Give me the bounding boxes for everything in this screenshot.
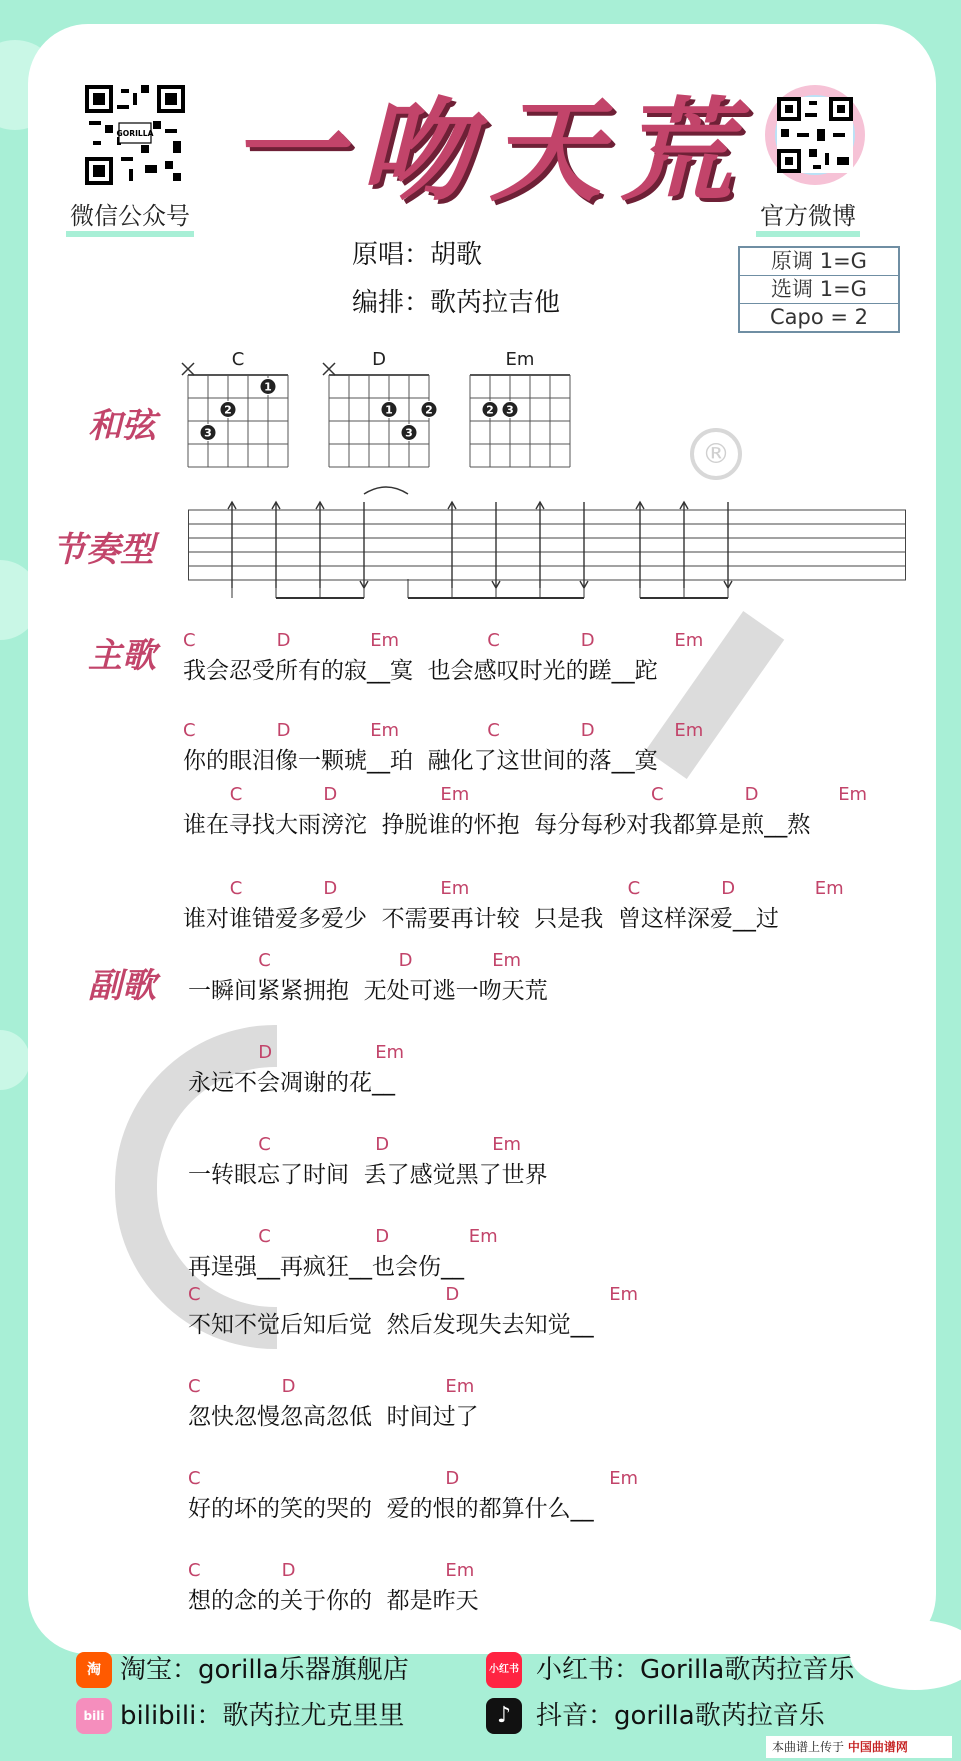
chord-label: D [276, 720, 291, 741]
chord-label: D [281, 1560, 296, 1581]
chord-label: Em [492, 1134, 522, 1155]
chord-label: D [580, 630, 595, 651]
chord-label: C [188, 1468, 201, 1489]
footer-taobao[interactable]: 淘宝：gorilla乐器旗舰店 [120, 1655, 409, 1685]
finger-number: 2 [224, 403, 232, 417]
chord-diagram-em [470, 349, 570, 467]
bg-bubble [0, 1030, 30, 1090]
chord-label: D [281, 1376, 296, 1397]
lyric-text: 谁对谁错爱多爱少 不需要再计较 只是我 曾这样深爱__过 [183, 906, 779, 932]
qr-center-logo: GORILLA [116, 129, 154, 139]
strum-up-arrow [316, 502, 324, 588]
chord-label: D [398, 950, 413, 971]
chosen-key: 选调 1=G [740, 276, 898, 304]
lyric-text: 再逞强__再疯狂__也会伤__ [188, 1254, 464, 1280]
strum-up-arrow [636, 502, 644, 588]
qr-code-wechat[interactable] [85, 85, 185, 185]
lyric-text: 一转眼忘了时间 丢了感觉黑了世界 [188, 1162, 548, 1188]
chord-label: C [188, 1376, 201, 1397]
chord-label: C [183, 720, 196, 741]
footer-douyin[interactable]: 抖音：gorilla歌芮拉音乐 [536, 1701, 825, 1731]
muted-string-mark [182, 363, 194, 375]
chord-label: D [323, 878, 338, 899]
strum-up-arrow [680, 502, 688, 588]
chord-label: Em [375, 1042, 405, 1063]
lyric-text: 你的眼泪像一颗琥__珀 融化了这世间的落__寞 [183, 748, 658, 774]
taobao-icon[interactable]: 淘 [76, 1652, 112, 1688]
footer-bilibili[interactable]: bilibili：歌芮拉尤克里里 [120, 1701, 405, 1731]
qr-left-label: 微信公众号 [66, 196, 194, 237]
chord-label: D [375, 1226, 390, 1247]
chord-label: D [744, 784, 759, 805]
chord-label: Em [370, 630, 400, 651]
chord-label: Em [674, 630, 704, 651]
lyric-text: 谁在寻找大雨滂沱 挣脱谁的怀抱 每分每秒对我都算是煎__熬 [183, 812, 811, 838]
chord-label: Em [814, 878, 844, 899]
chord-label: Em [838, 784, 868, 805]
finger-number: 2 [425, 403, 433, 417]
chord-diagrams [180, 345, 590, 475]
muted-string-mark [323, 363, 335, 375]
chord-label: Em [468, 1226, 498, 1247]
chord-label: D [323, 784, 338, 805]
chord-label: D [721, 878, 736, 899]
chord-label: Em [445, 1376, 475, 1397]
chord-label: C [627, 878, 641, 899]
chord-label: C [183, 630, 196, 651]
xiaohongshu-icon[interactable]: 小红书 [486, 1652, 522, 1688]
lyric-text: 想的念的关于你的 都是昨天 [188, 1588, 479, 1614]
arranger: 编排：歌芮拉吉他 [352, 288, 561, 318]
chord-name: Em [505, 349, 535, 370]
chord-label: Em [440, 878, 470, 899]
strum-up-arrow [448, 502, 456, 588]
chord-label: D [445, 1468, 460, 1489]
strum-down-arrow [492, 502, 500, 588]
upload-note[interactable] [766, 1736, 952, 1758]
finger-number: 3 [506, 403, 514, 417]
chord-label: D [276, 630, 291, 651]
singer: 原唱：胡歌 [352, 240, 483, 270]
chord-label: C [258, 1226, 271, 1247]
finger-number: 2 [486, 403, 494, 417]
lyric-text: 忽快忽慢忽高忽低 时间过了 [188, 1404, 479, 1430]
lyric-text: 永远不会凋谢的花__ [188, 1070, 395, 1096]
chord-label: D [580, 720, 595, 741]
strum-down-arrow [580, 502, 588, 588]
section-rhythm: 节奏型 [52, 530, 154, 570]
douyin-icon[interactable]: ♪ [486, 1698, 522, 1734]
chord-label: Em [609, 1468, 639, 1489]
lyric-text: 一瞬间紧紧拥抱 无处可逃一吻天荒 [188, 978, 548, 1004]
chord-label: C [258, 1134, 271, 1155]
upload-site[interactable]: 中国曲谱网 [847, 1740, 908, 1754]
chord-label: D [258, 1042, 273, 1063]
chord-label: Em [370, 720, 400, 741]
chord-label: C [188, 1560, 201, 1581]
chord-label: Em [445, 1560, 475, 1581]
chord-label: C [229, 784, 243, 805]
lyric-text: 好的坏的笑的哭的 爱的恨的都算什么__ [188, 1496, 594, 1522]
section-chords: 和弦 [88, 406, 156, 446]
key-box [738, 246, 900, 333]
finger-number: 3 [204, 426, 212, 440]
chord-diagram-c [182, 349, 288, 467]
registered-mark: ® [690, 428, 742, 480]
chord-label: Em [674, 720, 704, 741]
chord-label: D [445, 1284, 460, 1305]
chord-name: C [231, 349, 245, 370]
footer-xiaohongshu[interactable]: 小红书：Gorilla歌芮拉音乐 [536, 1655, 855, 1685]
tie-arc [364, 487, 408, 494]
finger-number: 3 [405, 426, 413, 440]
chord-label: Em [440, 784, 470, 805]
chord-label: C [487, 720, 500, 741]
qr-right-label: 官方微博 [756, 196, 860, 237]
chord-label: Em [492, 950, 522, 971]
chord-diagram-d [323, 349, 437, 467]
original-key: 原调 1=G [740, 248, 898, 276]
strum-up-arrow [272, 502, 280, 588]
strum-up-arrow [536, 502, 544, 588]
rhythm-pattern [188, 480, 906, 605]
chord-label: C [258, 950, 271, 971]
strum-down-arrow [360, 502, 368, 588]
strum-down-arrow [724, 502, 732, 588]
chord-label: C [487, 630, 500, 651]
chord-label: C [188, 1284, 201, 1305]
qr-code-weibo[interactable] [765, 85, 865, 185]
finger-number: 1 [385, 403, 393, 417]
song-title: 一吻天荒 [230, 86, 750, 217]
section-chorus: 副歌 [88, 966, 156, 1006]
bilibili-icon[interactable]: bili [76, 1698, 112, 1734]
upload-note-text: 本曲谱上传于 [772, 1740, 845, 1754]
chord-label: C [651, 784, 664, 805]
chord-label: D [375, 1134, 390, 1155]
finger-number: 1 [264, 380, 272, 394]
chord-label: Em [609, 1284, 639, 1305]
lyric-text: 我会忍受所有的寂__寞 也会感叹时光的蹉__跎 [183, 658, 658, 684]
capo: Capo = 2 [769, 305, 869, 329]
section-verse: 主歌 [88, 636, 156, 676]
strum-up-arrow [228, 502, 236, 588]
chord-label: C [229, 878, 243, 899]
chord-name: D [372, 349, 386, 370]
lyric-text: 不知不觉后知后觉 然后发现失去知觉__ [188, 1312, 594, 1338]
